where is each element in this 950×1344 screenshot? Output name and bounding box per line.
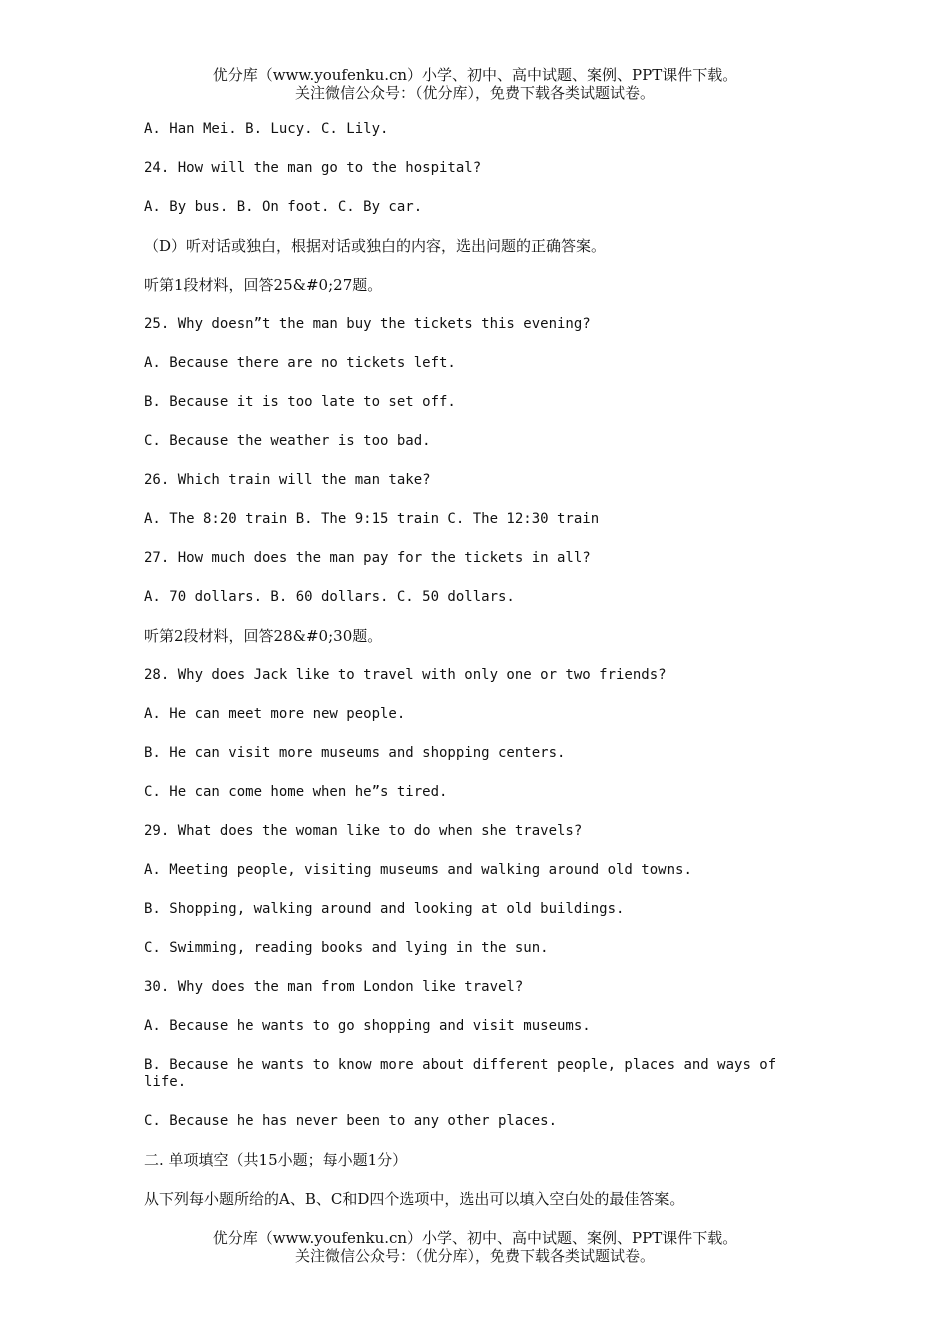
material-2-heading: 听第2段材料，回答28&#0;30题。 — [144, 627, 383, 645]
text-line: A. The 8:20 train B. The 9:15 train C. The 12:30 train — [144, 511, 600, 527]
question-30: 30. Why does the man from London like travel? — [144, 979, 524, 995]
text-line: C. Because the weather is too bad. — [144, 433, 431, 449]
text-line: B. Because it is too late to set off. — [144, 394, 456, 410]
question-29: 29. What does the woman like to do when she travels? — [144, 823, 583, 839]
question-25: 25. Why doesn”t the man buy the tickets this evening? — [144, 316, 591, 332]
text-line: C. Swimming, reading books and lying in the sun. — [144, 940, 549, 956]
question-27: 27. How much does the man pay for the tickets in all? — [144, 550, 591, 566]
text-line: A. Meeting people, visiting museums and walking around old towns. — [144, 862, 692, 878]
question-24: 24. How will the man go to the hospital? — [144, 160, 482, 176]
text-line: C. Because he has never been to any other places. — [144, 1113, 558, 1129]
question-28: 28. Why does Jack like to travel with only one or two friends? — [144, 667, 667, 683]
text-line: A. He can meet more new people. — [144, 706, 406, 722]
material-1-heading: 听第1段材料，回答25&#0;27题。 — [144, 276, 383, 294]
text-line: A. Because there are no tickets left. — [144, 355, 456, 371]
page-footer — [0, 1229, 950, 1265]
footer-line-1: 优分库（www.youfenku.cn）小学、初中、高中试题、案例、PPT课件下载。 — [212, 1229, 738, 1247]
text-line: A. By bus. B. On foot. C. By car. — [144, 199, 423, 215]
text-line: A. 70 dollars. B. 60 dollars. C. 50 dollars. — [144, 589, 515, 605]
text-line: B. Because he wants to know more about different people, places and ways of life. — [144, 1057, 777, 1090]
header-line-1: 优分库（www.youfenku.cn）小学、初中、高中试题、案例、PPT课件下载。 — [212, 66, 738, 84]
footer-line-2: 关注微信公众号：（优分库），免费下载各类试题试卷。 — [294, 1247, 655, 1265]
text-line: B. He can visit more museums and shopping centers. — [144, 745, 566, 761]
text-line: C. He can come home when he”s tired. — [144, 784, 448, 800]
question-26: 26. Which train will the man take? — [144, 472, 431, 488]
header-line-2: 关注微信公众号：（优分库），免费下载各类试题试卷。 — [294, 84, 655, 102]
page-header — [0, 66, 950, 102]
text-line: B. Shopping, walking around and looking at old buildings. — [144, 901, 625, 917]
section-d-instruction: （D）听对话或独白，根据对话或独白的内容，选出问题的正确答案。 — [144, 237, 607, 255]
text-line: A. Han Mei. B. Lucy. C. Lily. — [144, 121, 389, 137]
section-2-heading: 二. 单项填空（共15小题；每小题1分） — [144, 1151, 408, 1169]
document-body — [144, 121, 784, 1230]
section-2-instruction: 从下列每小题所给的A、B、C和D四个选项中，选出可以填入空白处的最佳答案。 — [144, 1190, 685, 1208]
text-line: A. Because he wants to go shopping and visit museums. — [144, 1018, 591, 1034]
